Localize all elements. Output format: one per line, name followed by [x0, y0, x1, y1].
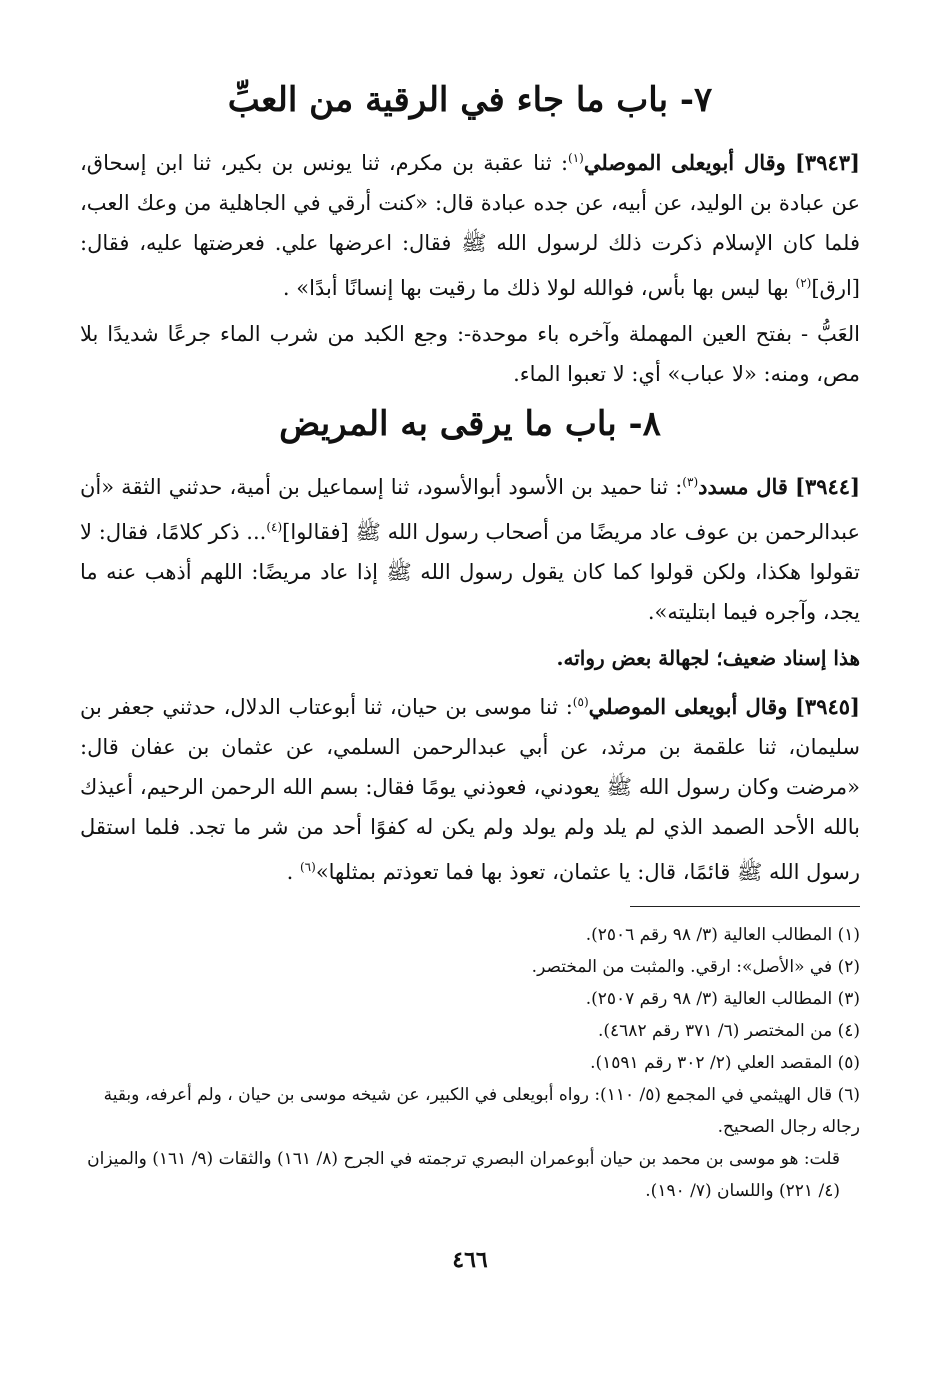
hadith-text: : ثنا موسى بن حيان، ثنا أبوعتاب الدلال، حدثني جعفر بن سليمان، ثنا علقمة بن مرثد، عن أبي عبدالرحمن السلمي، عن عثمان بن عفان قال: «مرضت وكان رسول الله ﷺ يعودني، فعوذني يومًا فقال: بسم الله الرحمن الرحيم، أعيذك بالله الأحد الصمد الذي لم يلد ولم يولد ولم يكن له كفوًا أحد من شر ما تجد. فلما استقل رسول الله ﷺ قائمًا، قال: يا عثمان، تعوذ بها فما تعوذتم بمثلها» — [80, 695, 860, 885]
gloss-paragraph: العَبُّ - بفتح العين المهملة وآخره باء موحدة-: وجع الكبد من شرب الماء جرعًا شديدًا بلا مص، ومنه: «لا عباب» أي: لا تعبوا الماء. — [80, 322, 860, 387]
footnote-4: (٤) من المختصر (٦/ ٣٧١ رقم ٤٦٨٢). — [598, 1021, 860, 1042]
hadith-text: بها ليس بها بأس، فوالله لولا ذلك ما رقيت بها إنسانًا أبدًا» . — [282, 276, 796, 301]
narrator: وقال أبويعلى الموصلي — [588, 694, 788, 720]
narrator: وقال أبويعلى الموصلي — [583, 150, 786, 176]
hadith-3945 — [80, 682, 860, 892]
footnote-ref: (٢) — [795, 276, 812, 291]
footnote-ref: (٥) — [572, 695, 589, 710]
footnote-divider — [630, 906, 860, 907]
page-body — [80, 70, 860, 1273]
footnote-3: (٣) المطالب العالية (٣/ ٩٨ رقم ٢٥٠٧). — [585, 989, 860, 1010]
footnote-1: (١) المطالب العالية (٣/ ٩٨ رقم ٢٥٠٦). — [585, 925, 860, 946]
narrator: قال مسدد — [698, 474, 788, 500]
footnote-5: (٥) المقصد العلي (٢/ ٣٠٢ رقم ١٥٩١). — [590, 1053, 860, 1074]
footnotes — [80, 919, 860, 1207]
footnote-6: (٦) قال الهيثمي في المجمع (٥/ ١١٠): رواه أبويعلى في الكبير، عن شيخه موسى بن حيان ، ولم أعرفه، وبقية رجاله رجال الصحيح. — [103, 1085, 860, 1138]
hadith-number: [٣٩٤٣] — [794, 150, 860, 176]
hadith-text: . — [286, 860, 300, 885]
footnote-ref: (١) — [568, 151, 584, 166]
hadith-number: [٣٩٤٥] — [794, 694, 860, 720]
hadith-3944 — [80, 462, 860, 632]
hadith-number: [٣٩٤٤] — [795, 474, 860, 500]
hadith-text: : ثنا عقبة بن مكرم، ثنا يونس بن بكير، ثنا ابن إسحاق، عن عبادة بن الوليد، عن أبيه، عن جده عبادة قال: «كنت أرقي في الجاهلية من وعك العب، فلما كان الإسلام ذكرت ذلك لرسول الله ﷺ فقال: اعرضها علي. فعرضتها عليه، فقال: [ارق] — [80, 151, 860, 301]
footnote-ref: (٦) — [299, 860, 316, 875]
hadith-text: : ثنا حميد بن الأسود أبوالأسود، ثنا إسماعيل بن أمية، حدثني الثقة «أن عبدالرحمن بن عوف عاد مريضًا من أصحاب رسول الله ﷺ [فقالوا] — [80, 475, 860, 545]
hadith-text: ... ذكر كلامًا، فقال: لا تقولوا هكذا، ولكن قولوا كما كان يقول رسول الله ﷺ إذا عاد مريضًا: اللهم أذهب عنه ما يجد، وآجره فيما ابتليته». — [80, 520, 860, 625]
page-number: ٤٦٦ — [452, 1247, 488, 1274]
footnote-6-extra: قلت: هو موسى بن محمد بن حيان أبوعمران البصري ترجمته في الجرح (٨/ ١٦١) والثقات (٩/ ١٦١) والميزان (٤/ ٢٢١) واللسان (٧/ ١٩٠). — [87, 1149, 840, 1202]
footnote-ref: (٣) — [682, 475, 699, 490]
hadith-3943 — [80, 138, 860, 308]
footnote-2: (٢) في «الأصل»: ارقي. والمثبت من المختصر. — [531, 957, 860, 978]
section-7-title: ٧- باب ما جاء في الرقية من العبِّ — [227, 80, 713, 120]
section-8-title: ٨- باب ما يرقى به المريض — [279, 404, 661, 445]
grading-note: هذا إسناد ضعيف؛ لجهالة بعض رواته. — [556, 646, 860, 671]
footnote-ref: (٤) — [266, 520, 283, 535]
